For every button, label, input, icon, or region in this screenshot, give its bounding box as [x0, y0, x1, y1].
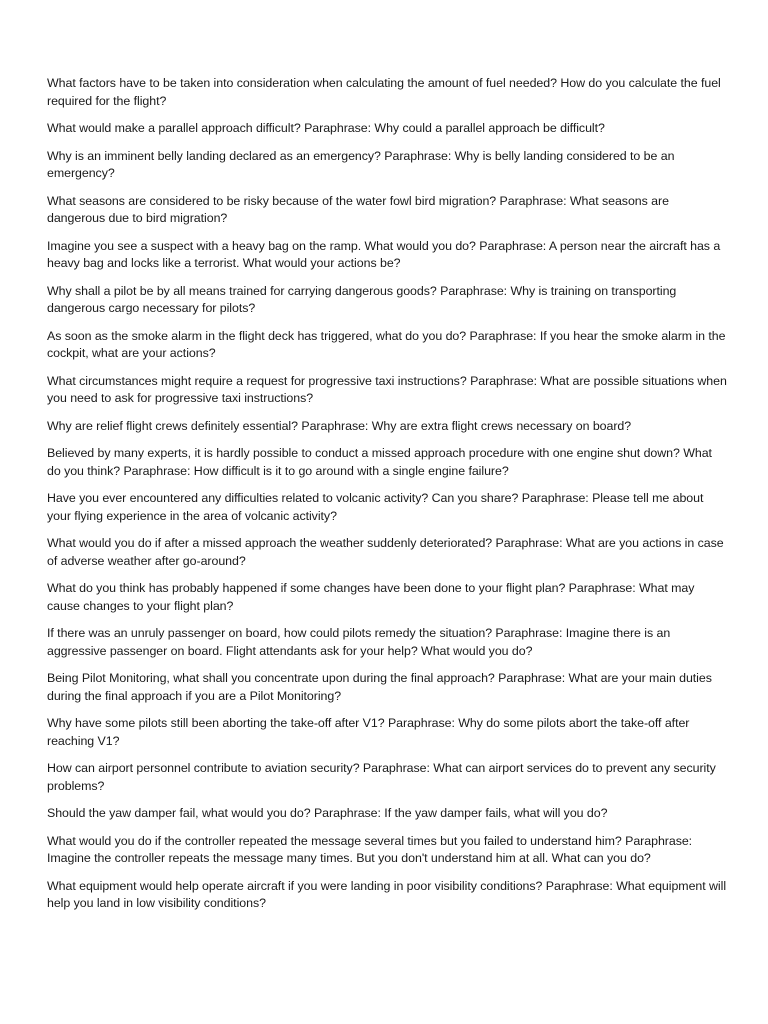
question-item: What do you think has probably happened if some changes have been done to your flight plan? Paraphrase: What may cause changes to your flight plan?	[47, 581, 695, 613]
question-item: What would make a parallel approach difficult? Paraphrase: Why could a parallel approach be difficult?	[47, 121, 605, 135]
question-item: What seasons are considered to be risky because of the water fowl bird migration? Paraphrase: What seasons are dangerous due to bird migration?	[47, 193, 669, 225]
question-item: Why is an imminent belly landing declared as an emergency? Paraphrase: Why is belly landing considered to be an emergency?	[47, 148, 675, 180]
question-item: As soon as the smoke alarm in the flight deck has triggered, what do you do? Paraphrase: If you hear the smoke alarm in the cockpit, what are your actions?	[47, 328, 726, 360]
question-item: Should the yaw damper fail, what would you do? Paraphrase: If the yaw damper fails, what will you do?	[47, 806, 608, 820]
question-item: Why are relief flight crews definitely essential? Paraphrase: Why are extra flight crews necessary on board?	[47, 418, 632, 433]
question-item: What circumstances might require a request for progressive taxi instructions? Paraphrase: What are possible situations when you need to ask for progressive taxi instructions?	[47, 373, 727, 405]
question-item: Have you ever encountered any difficulties related to volcanic activity? Can you share? Paraphrase: Please tell me about your flying experience in the area of volcanic activity?	[47, 491, 704, 523]
question-item: Why shall a pilot be by all means trained for carrying dangerous goods? Paraphrase: Why is training on transporting dangerous cargo necessary for pilots?	[47, 283, 677, 315]
question-item: How can airport personnel contribute to aviation security? Paraphrase: What can airport services do to prevent any security problems?	[47, 761, 716, 793]
question-item: Being Pilot Monitoring, what shall you concentrate upon during the final approach? Paraphrase: What are your main duties during the final approach if you are a Pilot Monitoring?	[47, 671, 712, 703]
question-item: Imagine you see a suspect with a heavy bag on the ramp. What would you do? Paraphrase: A person near the aircraft has a heavy bag and locks like a terrorist. What would your actions be?	[47, 238, 721, 270]
question-list	[47, 75, 727, 923]
question-item: What would you do if after a missed approach the weather suddenly deteriorated? Paraphrase: What are you actions in case of adverse weather after go-around?	[47, 536, 724, 568]
question-item: What would you do if the controller repeated the message several times but you failed to understand him? Paraphrase: Imagine the controller repeats the message many times. But you don't understand him at all. What can you do?	[47, 833, 693, 865]
question-item: Why have some pilots still been aborting the take-off after V1? Paraphrase: Why do some pilots abort the take-off after reaching V1?	[47, 716, 690, 748]
question-item: What factors have to be taken into consideration when calculating the amount of fuel needed? How do you calculate the fuel required for the flight?	[47, 76, 721, 108]
question-item: If there was an unruly passenger on board, how could pilots remedy the situation? Paraphrase: Imagine there is an aggressive passenger on board. Flight attendants ask for your help? What would you do?	[47, 626, 671, 658]
question-item: What equipment would help operate aircraft if you were landing in poor visibility conditions? Paraphrase: What equipment will help you land in low visibility conditions?	[47, 878, 727, 910]
question-item: Believed by many experts, it is hardly possible to conduct a missed approach procedure with one engine shut down? What do you think? Paraphrase: How difficult is it to go around with a single engine failure?	[47, 446, 712, 478]
